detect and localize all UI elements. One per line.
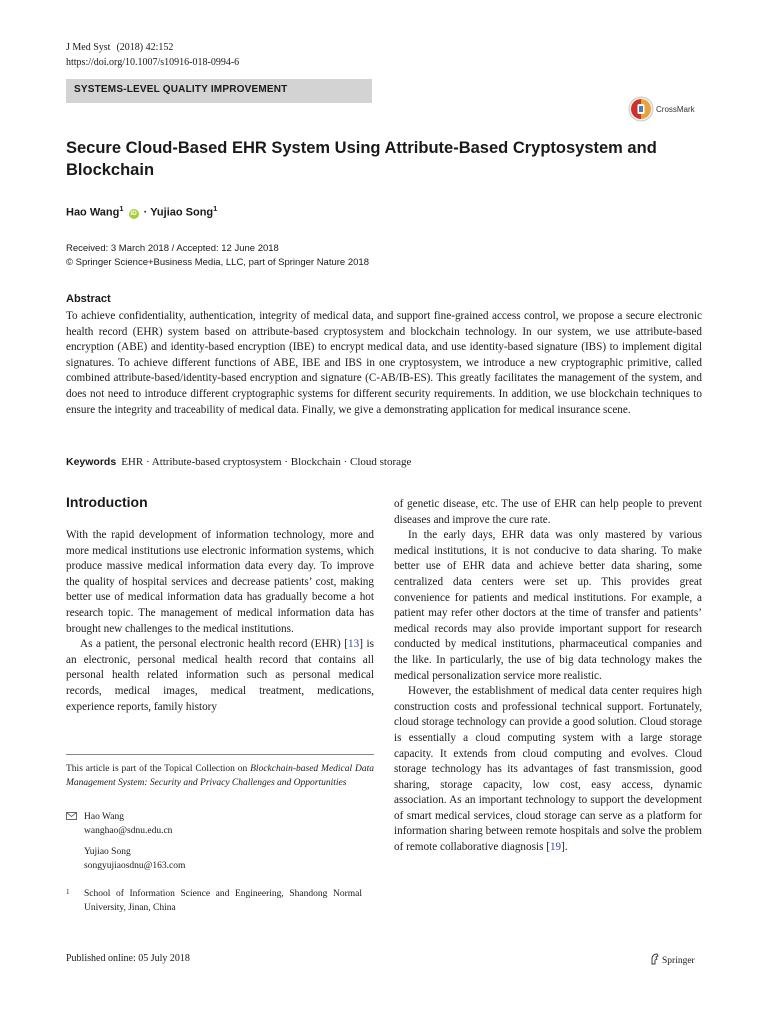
contact-email[interactable]: wanghao@sdnu.edu.cn [84,826,173,836]
contact-email[interactable]: songyujiaosdnu@163.com [84,861,186,871]
keywords-text: EHR · Attribute-based cryptosystem · Blockchain · Cloud storage [121,456,412,468]
crossmark-label: CrossMark [656,105,695,114]
topical-prefix: This article is part of the Topical Collection on [66,764,251,774]
paragraph: With the rapid development of information technology, more and more medical institutions use electronic information systems, which produce massive medical information data every day. To improve the quality of hospital services and decrease patients’ cost, making better use of medical information data has gradually become a hot research topic. The management of medical information data has brought new challenges to the medical institutions. [66,529,374,635]
citation-link[interactable]: 19 [549,841,562,854]
paragraph [394,684,702,856]
author-name[interactable]: Hao Wang [66,206,120,219]
keywords-heading: Keywords [66,456,117,468]
journal-header [66,40,239,70]
affiliation-marker: 1 [213,204,218,213]
introduction-heading: Introduction [66,494,148,510]
publisher-logo [650,953,695,968]
affiliation-marker: 1 [119,204,124,213]
paragraph: In the early days, EHR data was only mastered by various medical institutions, it is not conducive to data sharing. To make better use of EHR data and achieve better data sharing, some centralized data centers were set up. This provides great convenience for patients and medical institutions. For example, a patient may refer other doctors at the time of transfer and patients’ medical records may also provide important support for research conducted by medical institutions, pharmaceutical companies and the like. In particularly, the use of big data technology makes the medical personalization service more realistic. [394,529,702,682]
abstract-heading: Abstract [66,293,111,305]
right-column [394,497,702,856]
left-column [66,528,374,715]
section-banner [66,79,372,103]
section-banner-label: SYSTEMS-LEVEL QUALITY IMPROVEMENT [74,84,288,95]
paragraph-text: However, the establishment of medical data center requires high construction costs and professional technical support. Fortunately, cloud storage technology can provide a good solution. Cloud storage is essentially a cloud computing system with a large storage capacity. It extends from cloud computing and evolves. Cloud storage technology has its advantages of fast transmission, good sharing, storage capacity, low cost, easy access, dynamic association. As an important technology to support the development of smart medical services, cloud storage can serve as a platform for information sharing between remote hospitals and solve the problem of remote collaborative diagnosis [ [394,685,702,854]
author-name[interactable]: Yujiao Song [150,206,214,219]
article-title: Secure Cloud-Based EHR System Using Attribute-Based Cryptosystem and Blockchain [66,139,657,179]
springer-horse-icon [650,953,660,968]
author-separator: · [140,206,151,219]
crossmark-badge[interactable] [628,96,708,124]
paragraph-text: As a patient, the personal electronic health record (EHR) [ [80,638,349,651]
contact-name: Yujiao Song [84,847,131,857]
publisher-name: Springer [662,956,695,966]
orcid-icon[interactable]: iD [130,209,137,217]
affiliation-text: School of Information Science and Engineering, Shandong Normal University, Jinan, China [84,889,362,913]
crossmark-icon [628,96,654,122]
author-list [66,204,217,219]
published-date: Published online: 05 July 2018 [66,953,190,964]
paragraph-text: ]. [561,841,568,854]
paragraph [66,637,374,715]
abstract-text: To achieve confidentiality, authentication, integrity of medical data, and support fine-grained access control, we propose a secure electronic health record (EHR) system based on attribute-based cryptosystem and blockchain technology. In our system, we use attribute-based encryption (ABE) and identity-based encryption (IBE) to encrypt medical data, and use identity-based signature (IBS) to implement digital signatures. To achieve different functions of ABE, IBE and IBS in one cryptosystem, we introduce a new cryptographic primitive, called combined attribute-based/identity-based encryption and signature (C-AB/IB-ES). This greatly facilitates the management of the system, and does not need to introduce different cryptographic systems for different security requirements. In addition, we use blockchain techniques to ensure the integrity and traceability of medical data. Finally, we give a demonstrating application for medical insurance scene. [66,310,702,416]
envelope-icon [66,811,77,825]
paragraph-text: ] is an electronic, personal medical health record that contains all personal health related information such as personal medical records, medical images, medical treatment, medications, experience reports, family history [66,638,375,713]
received-accepted: Received: 3 March 2018 / Accepted: 12 June 2018 [66,243,279,254]
citation-link[interactable]: 13 [348,638,360,651]
article-dates [66,242,369,270]
topical-collection-note [66,763,374,790]
paragraph: of genetic disease, etc. The use of EHR can help people to prevent diseases and improve the cure rate. [394,498,702,526]
keywords [66,456,411,468]
doi-link[interactable]: https://doi.org/10.1007/s10916-018-0994-6 [66,57,240,68]
affiliation-number: 1 [66,888,70,896]
journal-name: J Med Syst [66,42,111,53]
journal-volume: (2018) 42:152 [116,42,174,53]
contact-name: Hao Wang [84,812,124,822]
footnote-divider [66,754,374,755]
copyright-notice: © Springer Science+Business Media, LLC, part of Springer Nature 2018 [66,257,369,268]
topical-collection-title[interactable]: Blockchain-based Medical Data Management System: Security and Privacy Challenges and Opportunities [66,764,374,788]
